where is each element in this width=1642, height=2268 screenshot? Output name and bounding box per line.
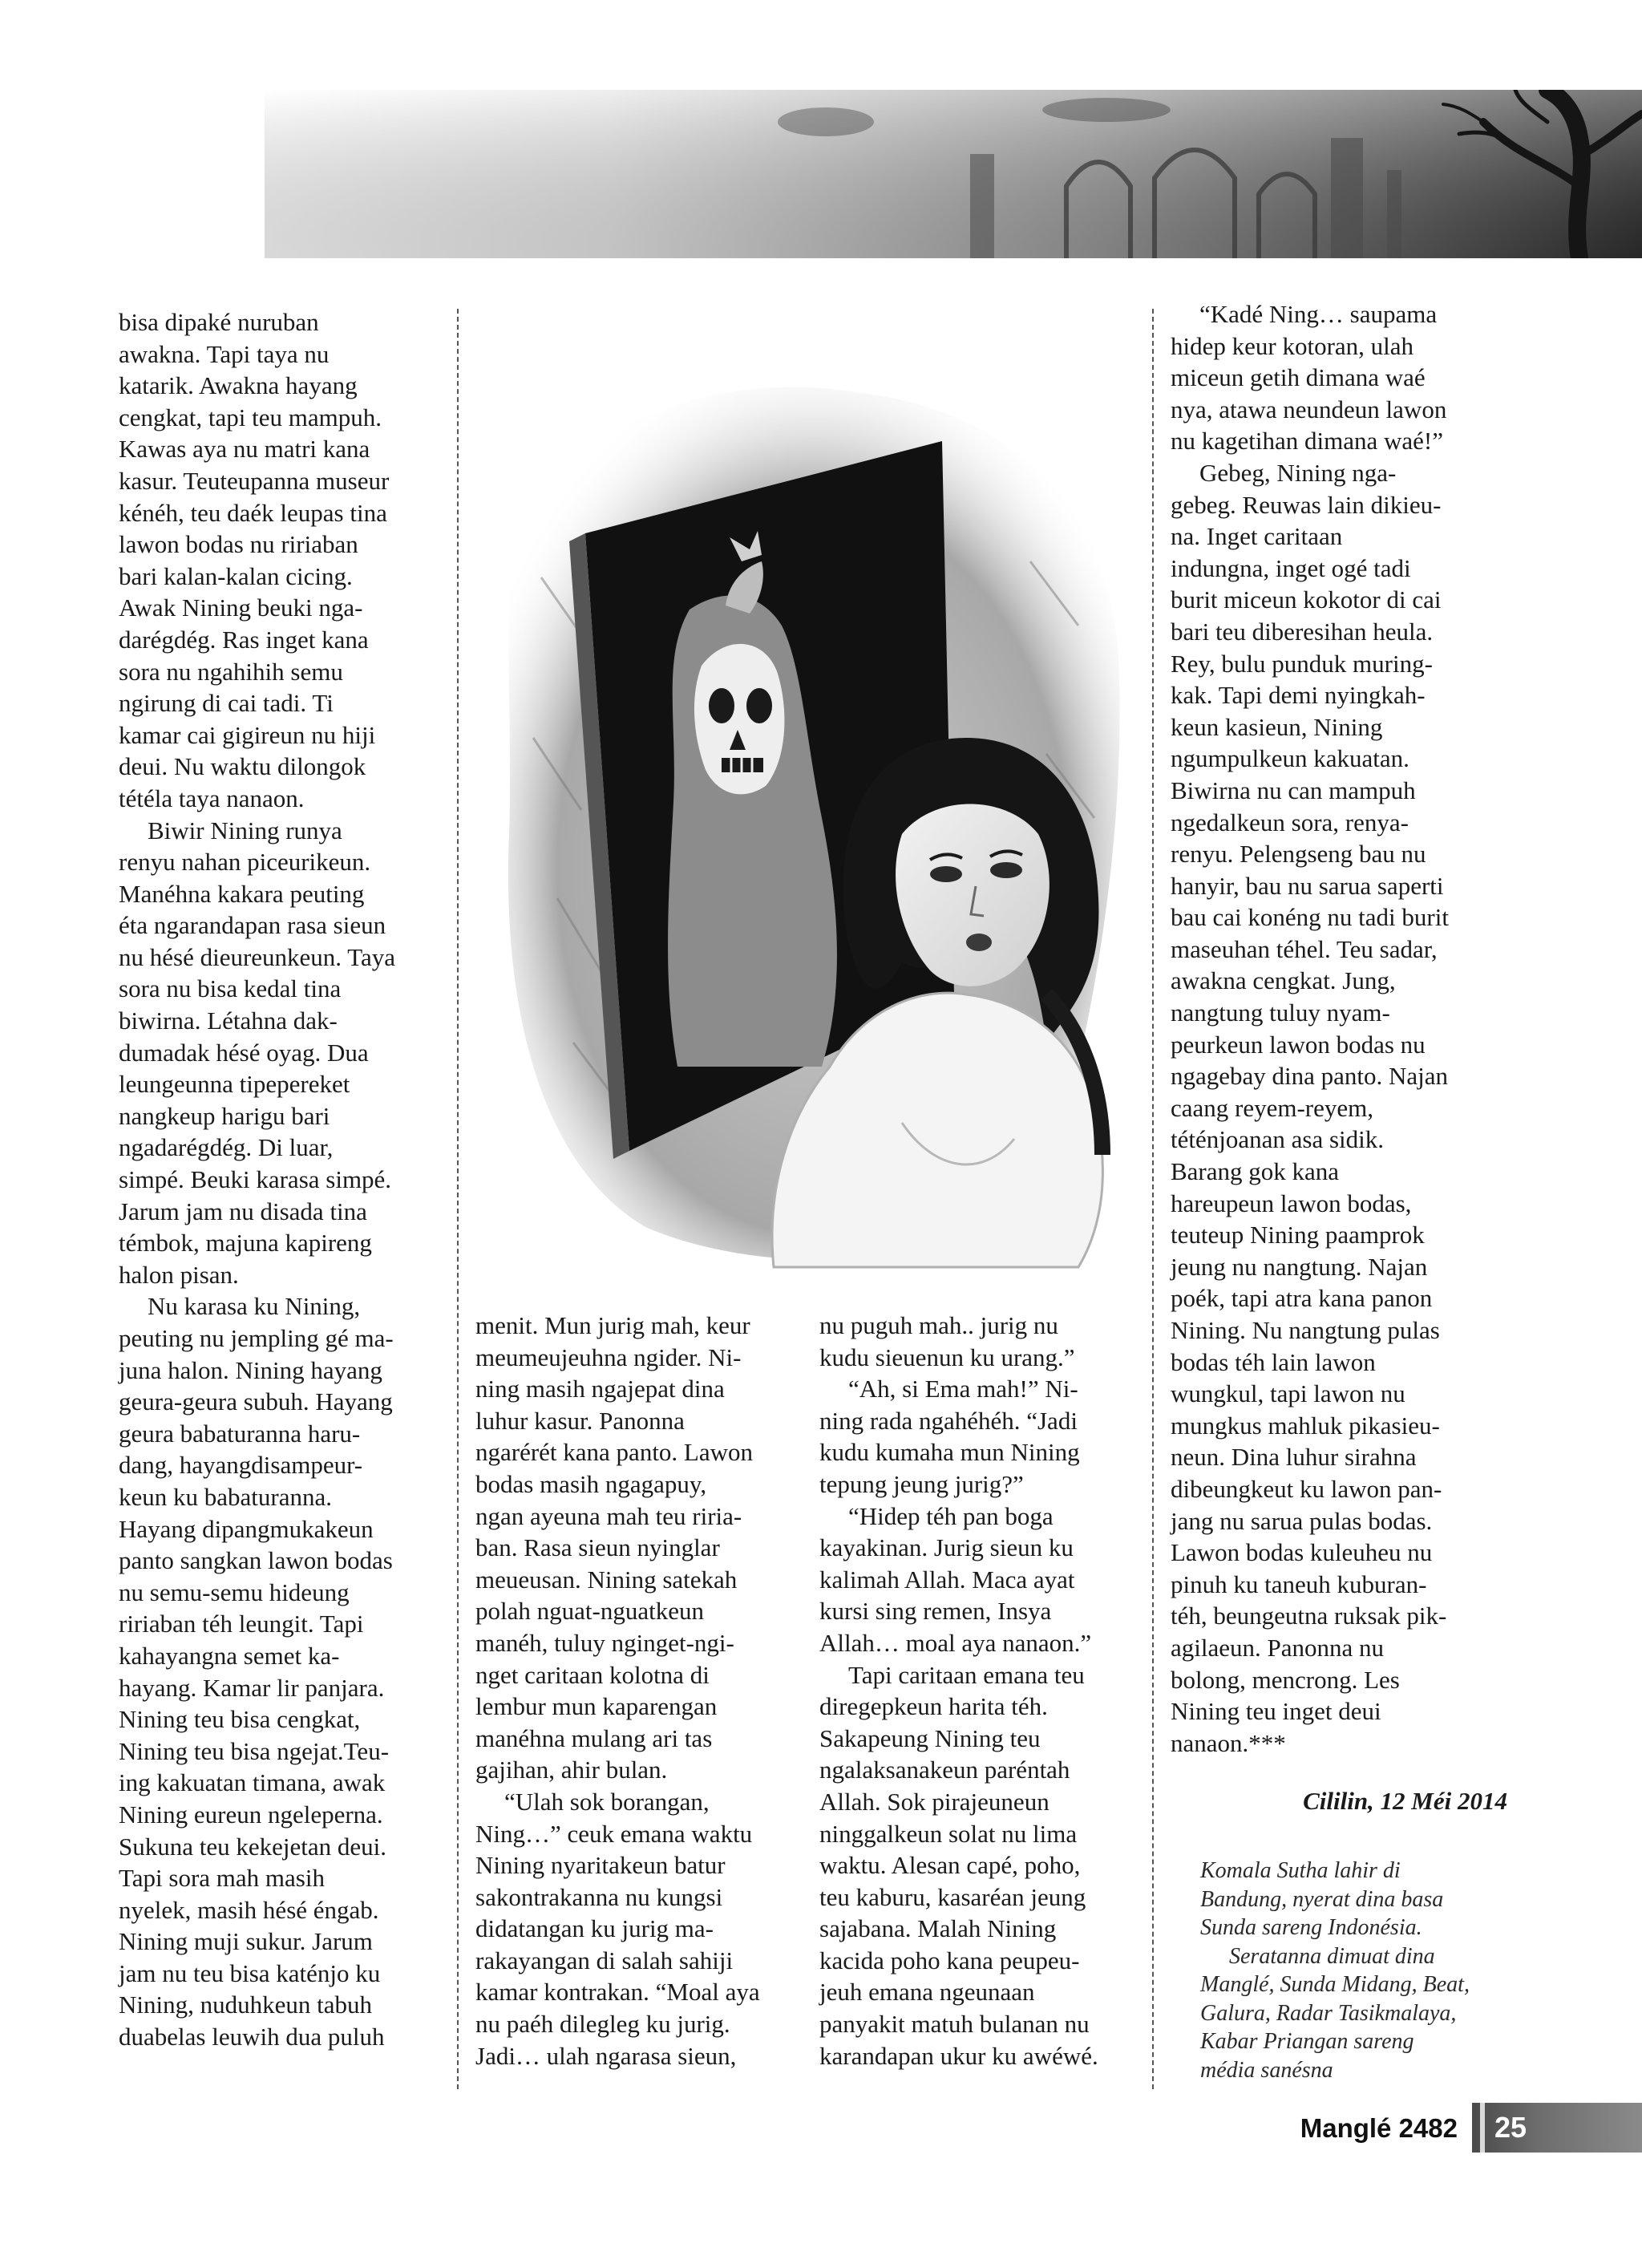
paragraph: bisa dipaké nuruban awakna. Tapi taya nu katarik. Awakna hayang cengkat, tapi teu mampuh. Kawas aya nu matri kana kasur. Teuteupanna museur kénéh, teu daék leupas tina lawon bodas nu ririaban bari kalan-kalan cicing. Awak Nining beuki nga- darégdég. Ras inget kana sora nu ngahihih semu ngirung di cai tadi. Ti kamar cai gigireun nu hiji deui. Nu waktu dilongok tétéla taya nanaon. — [119, 308, 390, 812]
paragraph: menit. Mun jurig mah, keur meumeujeuhna ngider. Ni- ning masih ngajepat dina luhur kasur. Panonna ngarérét kana panto. Lawon bodas masih ngagapuy, ngan ayeuna mah teu riria- ban. Rasa sieun nyinglar meueusan. Nining satekah polah nguat-nguatkeun manéh, tuluy nginget-ngi- nget caritaan kolotna di lembur mun kaparengan manéhna mulang ari tas gajihan, ahir bulan. — [475, 1311, 754, 1784]
page-number: 25 — [1494, 2111, 1527, 2144]
header-illustration — [265, 90, 1642, 258]
text-column-4 — [1171, 298, 1507, 1759]
magazine-issue-label: Manglé 2482 — [1300, 2113, 1458, 2143]
story-illustration — [485, 321, 1138, 1291]
column-divider — [1152, 309, 1154, 2089]
page-number-bar — [1472, 2103, 1642, 2153]
bio-paragraph: Seratanna dimuat dina Manglé, Sunda Midang, Beat, Galura, Radar Tasikmalaya, Kabar Priangan sareng média sanésna — [1200, 1943, 1470, 2083]
paragraph: Gebeg, Nining nga- gebeg. Reuwas lain dikieu- na. Inget caritaan indungna, inget ogé tadi burit miceun kokotor di cai bari teu diberesihan heula. Rey, bulu punduk muring- kak. Tapi demi nyingkah- keun kasieun, Nining ngumpulkeun kakuatan. Biwirna nu can mampuh ngedalkeun sora, renya- renyu. Pelengseng bau nu hanyir, bau nu sarua saperti bau cai konéng nu tadi burit maseuhan téhel. Teu sadar, awakna cengkat. Jung, nangtung tuluy nyam- peurkeun lawon bodas nu ngagebay dina panto. Najan caang reyem-reyem, téténjoanan asa sidik. Barang gok kana hareupeun lawon bodas, teuteup Nining paamprok jeung nu nangtung. Najan poék, tapi atra kana panon Nining. Nu nangtung pulas bodas téh lain lawon wungkul, tapi lawon nu mungkus mahluk pikasieu- neun. Dina luhur sirahna dibeungkeut ku lawon pan- jang nu sarua pulas bodas. Lawon bodas kuleuheu nu pinuh ku taneuh kuburan- téh, beungeutna ruksak pik- agilaeun. Panonna nu bolong, mencrong. Les Nining teu inget deui nanaon.*** — [1171, 458, 1449, 1757]
bio-paragraph: Komala Sutha lahir di Bandung, nyerat dina basa Sunda sareng Indonésia. — [1200, 1858, 1444, 1940]
paragraph: “Ulah sok borangan, Ning…” ceuk emana waktu Nining nyaritakeun batur sakontrakanna nu kungsi didatangan ku jurig ma- rakayangan di salah sahiji kamar kontrakan. “Moal aya nu paéh dilegleg ku jurig. Jadi… ulah ngarasa sieun, — [475, 1787, 760, 2070]
story-dateline: Cililin, 12 Méi 2014 — [1303, 1787, 1507, 1815]
author-bio — [1200, 1857, 1521, 2084]
paragraph: “Kadé Ning… saupama hidep keur kotoran, ulah miceun getih dimana waé nya, atawa neundeun lawon nu kagetihan dimana waé!” — [1171, 300, 1447, 456]
paragraph: Nu karasa ku Nining, peuting nu jempling gé ma- juna halon. Nining hayang geura-geura subuh. Hayang geura babaturanna haru- dang, hayangdisampeur- keun ku babaturanna. Hayang dipangmukakeun panto sangkan lawon bodas nu semu-semu hideung ririaban téh leungit. Tapi kahayangna semet ka- hayang. Kamar lir panjara. Nining teu bisa cengkat, Nining teu bisa ngejat.Teu- ing kakuatan timana, awak Nining eureun ngeleperna. Sukuna teu kekejetan deui. Tapi sora mah masih nyelek, masih hésé éngab. Nining muji sukur. Jarum jam nu teu bisa katénjo ku Nining, nuduhkeun tabuh duabelas leuwih dua puluh — [119, 1292, 394, 2051]
footer-stripe — [1480, 2103, 1485, 2153]
paragraph: Tapi caritaan emana teu diregepkeun harita téh. Sakapeung Nining teu ngalaksanakeun paréntah Allah. Sok pirajeuneun ninggalkeun solat nu lima waktu. Alesan capé, poho, teu kaburu, kasaréan jeung sajabana. Malah Nining kacida poho kana peupeu- jeuh emana ngeunaan panyakit matuh bulanan nu karandapan ukur ku awéwé. — [819, 1660, 1098, 2070]
paragraph: nu puguh mah.. jurig nu kudu sieuenun ku urang.” — [819, 1311, 1075, 1371]
paragraph: “Ah, si Ema mah!” Ni- ning rada ngahéhéh. “Jadi kudu kumaha mun Nining tepung jeung jurig?” — [819, 1375, 1080, 1498]
column-divider — [457, 309, 459, 2089]
paragraph: “Hidep téh pan boga kayakinan. Jurig sieun ku kalimah Allah. Maca ayat kursi sing remen, Insya Allah… moal aya nanaon.” — [819, 1501, 1092, 1657]
paragraph: Biwir Nining runya renyu nahan piceurikeun. Manéhna kakara peuting éta ngarandapan rasa sieun nu hésé dieureunkeun. Taya sora nu bisa kedal tina biwirna. Létahna dak- dumadak hésé oyag. Dua leungeunna tipepereket nangkeup harigu bari ngadarégdég. Di luar, simpé. Beuki karasa simpé. Jarum jam nu disada tina témbok, majuna kapireng halon pisan. — [119, 816, 396, 1289]
text-column-2 — [475, 1310, 796, 2072]
text-column-1 — [119, 306, 447, 2053]
text-column-3 — [819, 1310, 1148, 2072]
